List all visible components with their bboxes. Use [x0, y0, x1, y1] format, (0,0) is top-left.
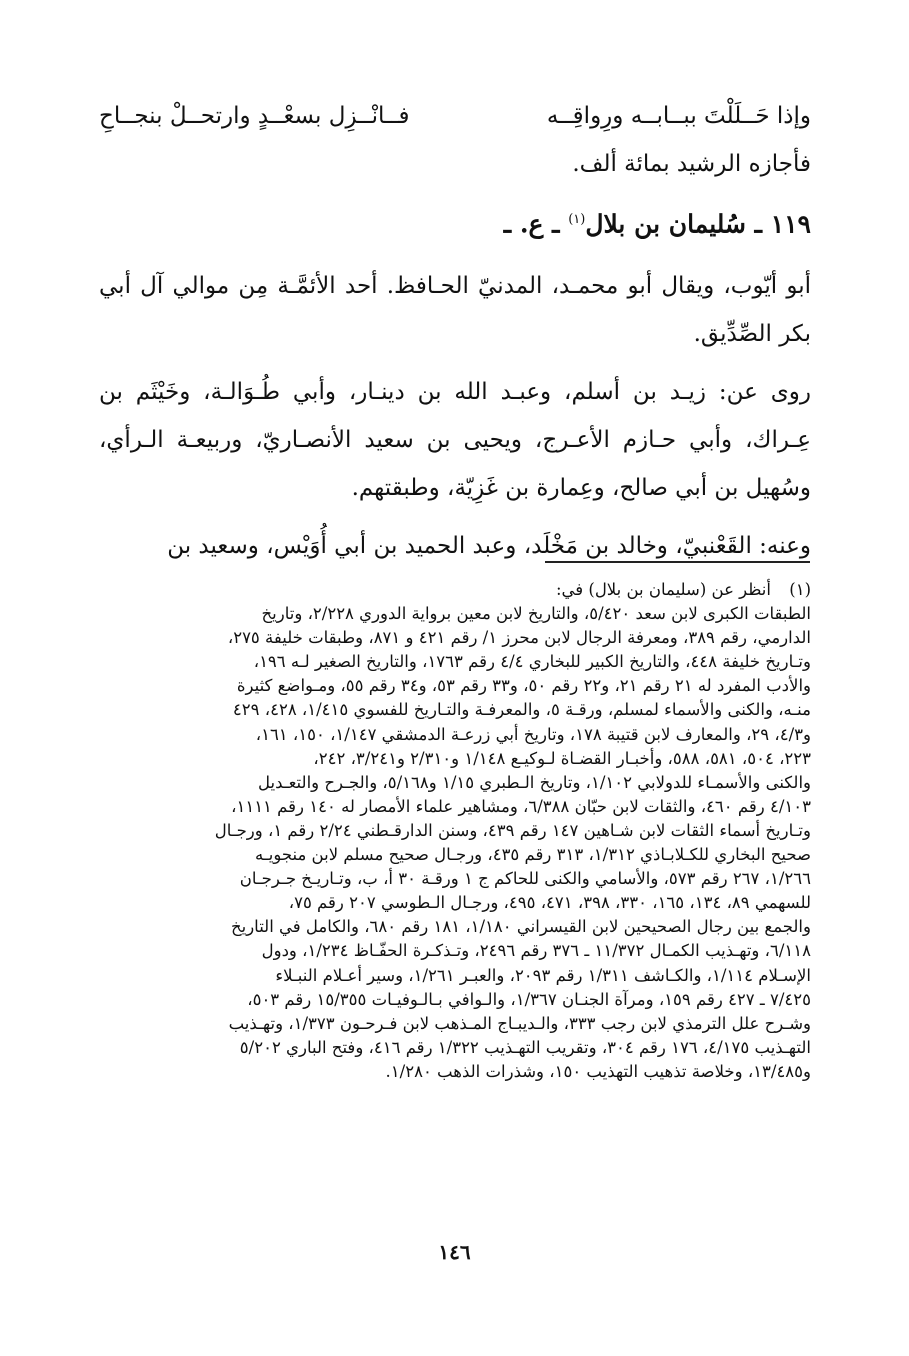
footnote-line: الطبقات الكبرى لابن سعد ٥/٤٢٠، والتاريخ لابن معين برواية الدوري ٢/٢٢٨، وتاريخ [261, 604, 811, 624]
footnote-separator [545, 561, 810, 563]
footnote-line: ١/٢٦٦، ٢٦٧ رقم ٥٧٣، والأسامي والكنى للحاكم ج ١ ورقـة ٣٠ أ، ب، وتـاريـخ جـرجـان [239, 869, 811, 889]
after-verse-line: فأجازه الرشيد بمائة ألف. [572, 151, 811, 177]
biography-paragraph: أبو أيّوب، ويقال أبو محمـد، المدنيّ الحـافظ. أحد الأئمَّـة مِن موالي آل أبي بكر الصِّدِّيق. [99, 273, 811, 348]
footnote-line: والأدب المفرد له ٢١ رقم ٢١، و٢٢ رقم ٥٠، و٣٣ رقم ٥٣، و٣٤ رقم ٥٥، ومـواضع كثيرة [236, 676, 811, 696]
footnote-line: الدارمي، رقم ٣٨٩، ومعرفة الرجال لابن محرز ١/ رقم ٤٢١ و ٨٧١، وطبقات خليفة ٢٧٥، [227, 628, 811, 648]
footnote-reference: (١) [568, 212, 586, 227]
footnote-line: والجمع بين رجال الصحيحين لابن القيسراني ١/١٨٠، ١٨١ رقم ٦٨٠، والكامل في التاريخ [230, 917, 811, 937]
footnote-line: و١٣/٤٨٥، وخلاصة تذهيب التهذيب ١٥٠، وشذرات الذهب ١/٢٨٠. [385, 1061, 811, 1081]
entry-tag: ـ ع. ـ [503, 209, 569, 239]
footnote-number: (١) [789, 580, 811, 599]
footnote-line: التهـذيب ٤/١٧٥، ١٧٦ رقم ٣٠٤، وتقريب التهـذيب ١/٣٢٢ رقم ٤١٦، وفتح الباري ٥/٢٠٢ [239, 1037, 811, 1057]
footnote-header [99, 578, 811, 602]
entry-title: ١١٩ ـ سُليمان بن بلال [585, 209, 811, 239]
poem-verse [99, 92, 811, 140]
footnote-line: ٤/١٠٣ رقم ٤٦٠، والثقات لابن حبّان ٦/٣٨٨، ومشاهير علماء الأمصار له ١٤٠ رقم ١١١١، [231, 796, 811, 816]
footnote-line: والكنى والأسمـاء للدولابي ١/١٠٢، وتاريخ الـطبري ١/١٥ و٥/١٦٨، والجـرح والتعـديل [258, 772, 811, 792]
footnotes [99, 578, 811, 1084]
footnote-header-text: أنظر عن (سليمان بن بلال) في: [555, 580, 771, 599]
footnote-line: ٧/٤٢٥ ـ ٤٢٧ رقم ١٥٩، ومرآة الجنـان ١/٣٦٧، والـوافي بـالـوفيـات ١٥/٣٥٥ رقم ٥٠٣، [247, 989, 811, 1009]
narrated-from-paragraph: روى عن: زيـد بن أسلم، وعبـد الله بن دينـار، وأبي طُـوَالـة، وخَيْثَم بن عِـراك، وأبي حـازم الأعـرج، ويحيى بن سعيد الأنصـاريّ، وربيعـة الـرأي، وسُهيل بن أبي صالح، وعِمارة بن غَزِيّة، وطبقتهم. [99, 379, 811, 502]
footnote-line: وتـاريخ خليفة ٤٤٨، والتاريخ الكبير للبخاري ٤/٤ رقم ١٧٦٣، والتاريخ الصغير لـه ١٩٦، [253, 652, 811, 672]
footnote-line: و٤/٣، ٢٩، والمعارف لابن قتيبة ١٧٨، وتاريخ أبي زرعـة الدمشقي ١/١٤٧، ١٥٠، ١٦١، [255, 724, 811, 744]
main-text [99, 92, 811, 570]
footnote-line: الإسـلام ١/١١٤، والكـاشف ١/٣١١ رقم ٢٠٩٣، والعبـر ١/٢٦١، وسير أعـلام النبـلاء [275, 965, 811, 985]
footnote-line: ٢٢٣، ٥٠٤، ٥٨١، ٥٨٨، وأخبـار القضـاة لـوكيـع ١/١٤٨ و٢/٣١٠ و٣/٢٤١، ٢٤٢، [313, 748, 811, 768]
footnote-line: ٦/١١٨، وتهـذيب الكمـال ١١/٣٧٢ ـ ٣٧٦ رقم ٢٤٩٦، وتـذكـرة الحفّـاظ ١/٢٣٤، ودول [261, 941, 811, 961]
narrated-by-paragraph: وعنه: القَعْنبيّ، وخالد بن مَخْلَد، وعبد الحميد بن أبي أُوَيْس، وسعيد بن [167, 533, 811, 560]
entry-heading [99, 196, 811, 248]
footnote-line: وشـرح علل الترمذي لابن رجب ٣٣٣، والـديبـاج المـذهب لابن فـرحـون ١/٣٧٣، وتهـذيب [228, 1013, 811, 1033]
footnote-line: وتـاريخ أسماء الثقات لابن شـاهين ١٤٧ رقم ٤٣٩، وسنن الدارقـطني ٢/٢٤ رقم ١، ورجـال [214, 820, 811, 840]
page-number: ١٤٦ [438, 1240, 471, 1264]
footnote-line: منـه، والكنى والأسماء لمسلم، ورقـة ٥، والمعرفـة والتـاريخ للفسوي ١/٤١٥، ٤٢٨، ٤٢٩ [232, 700, 811, 720]
verse-right-hemistich: وإذا حَــلَلْتَ ببــابــه ورِواقِــه [546, 103, 811, 129]
footnote-line: صحيح البخاري للكـلابـاذي ١/٣١٢، ٣١٣ رقم ٤٣٥، ورجـال صحيح مسلم لابن منجويـه [255, 845, 811, 865]
footnote-line: للسهمي ٨٩، ١٣٤، ١٦٥، ٣٣٠، ٣٩٨، ٤٧١، ٤٩٥، ورجـال الـطوسي ٢٠٧ رقم ٧٥، [288, 893, 811, 913]
verse-left-hemistich: فــانْــزِل بسعْــدٍ وارتحــلْ بنجــاحِ [99, 103, 410, 129]
